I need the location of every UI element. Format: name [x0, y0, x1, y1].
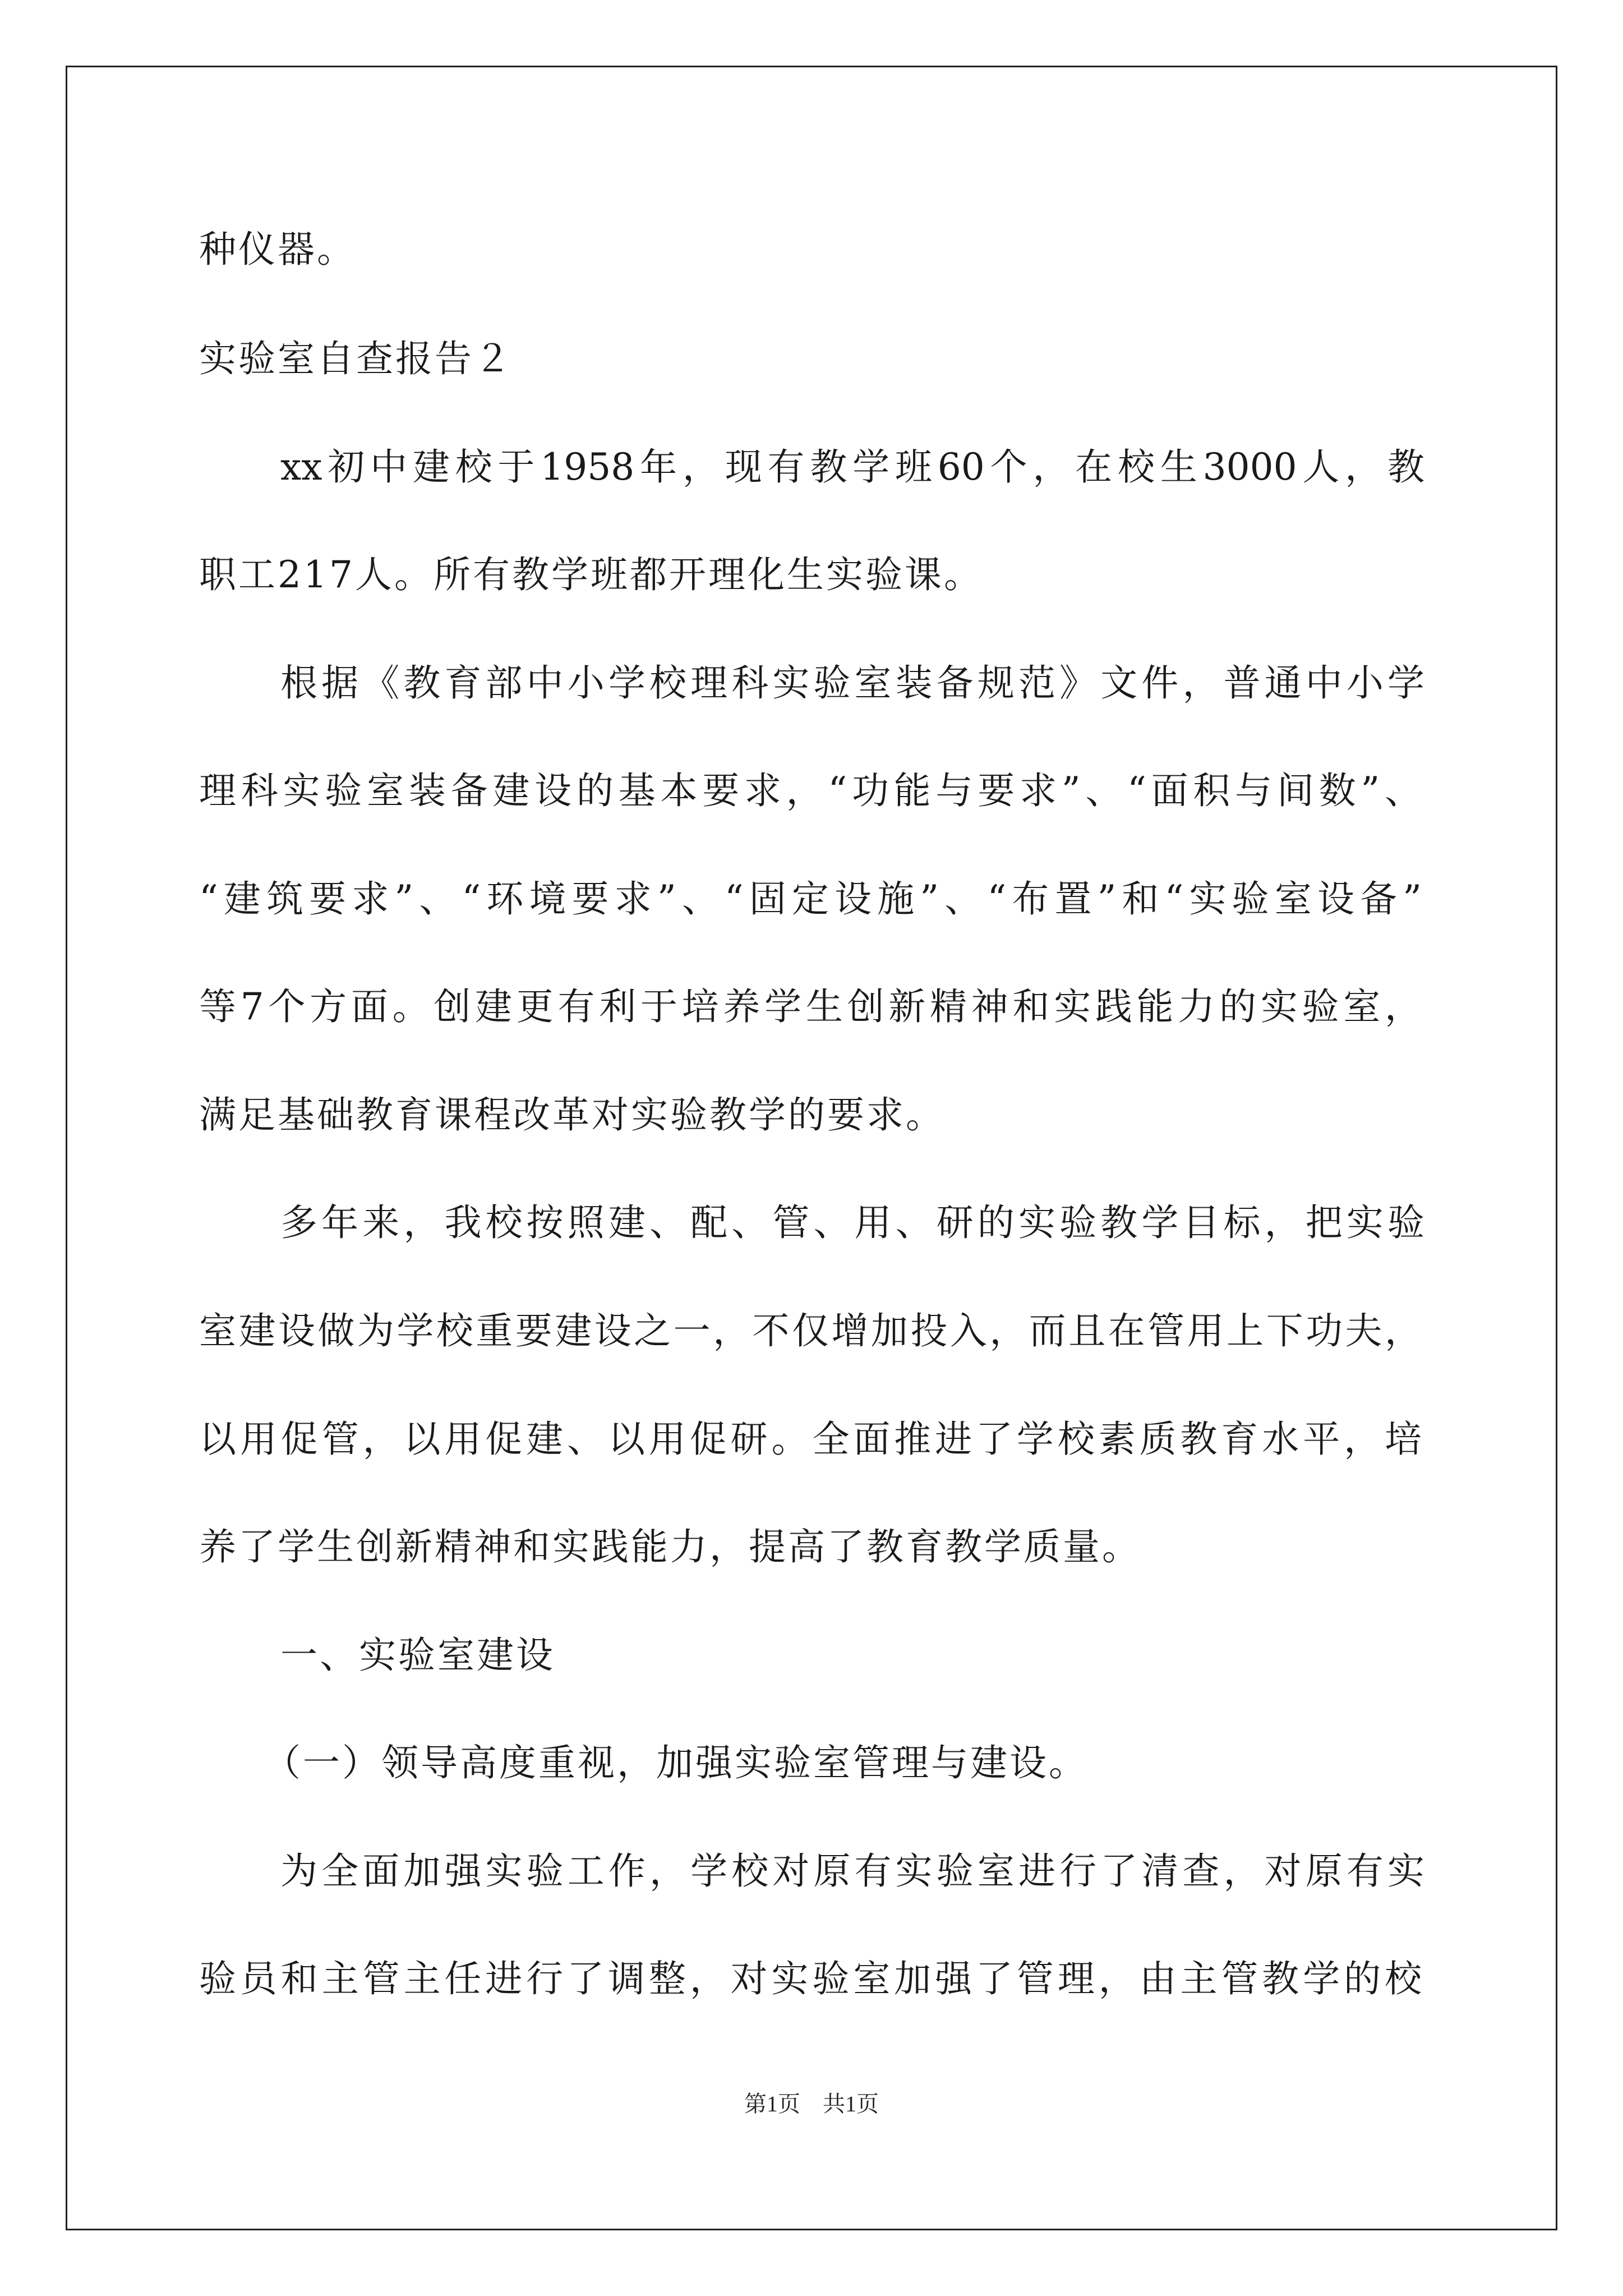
text-line: 种仪器。 [199, 228, 356, 271]
text-line: xx初中建校于1958年，现有教学班60个，在校生3000人，教 [280, 445, 1424, 489]
text-line: 理科实验室装备建设的基本要求，“功能与要求”、“面积与间数”、 [199, 769, 1422, 812]
page-border [66, 66, 1557, 2230]
text-line: 根据《教育部中小学校理科实验室装备规范》文件，普通中小学 [280, 661, 1424, 705]
subsection-heading: 一、实验室建设 [280, 1634, 555, 1677]
text-line: 满足基础教育课程改革对实验教学的要求。 [199, 1093, 945, 1137]
section-heading: 实验室自查报告２ [199, 337, 513, 380]
text-line: 多年来，我校按照建、配、管、用、研的实验教学目标，把实验 [280, 1201, 1424, 1244]
text-line: 为全面加强实验工作，学校对原有实验室进行了清查，对原有实 [280, 1849, 1424, 1893]
text-line: 验员和主管主任进行了调整，对实验室加强了管理，由主管教学的校 [199, 1957, 1422, 2000]
text-line: “建筑要求”、“环境要求”、“固定设施”、“布置”和“实验室设备” [199, 877, 1422, 921]
subsection-heading: （一）领导高度重视，加强实验室管理与建设。 [264, 1741, 1088, 1784]
text-line: 等7个方面。创建更有利于培养学生创新精神和实践能力的实验室， [199, 985, 1422, 1028]
text-line: 养了学生创新精神和实践能力，提高了教育教学质量。 [199, 1525, 1141, 1568]
page-number-footer: 第1页 共1页 [744, 2091, 879, 2116]
text-line: 职工217人。所有教学班都开理化生实验课。 [199, 553, 983, 596]
text-line: 以用促管，以用促建、以用促研。全面推进了学校素质教育水平，培 [199, 1418, 1422, 1461]
text-line: 室建设做为学校重要建设之一，不仅增加投入，而且在管用上下功夫， [199, 1309, 1422, 1352]
